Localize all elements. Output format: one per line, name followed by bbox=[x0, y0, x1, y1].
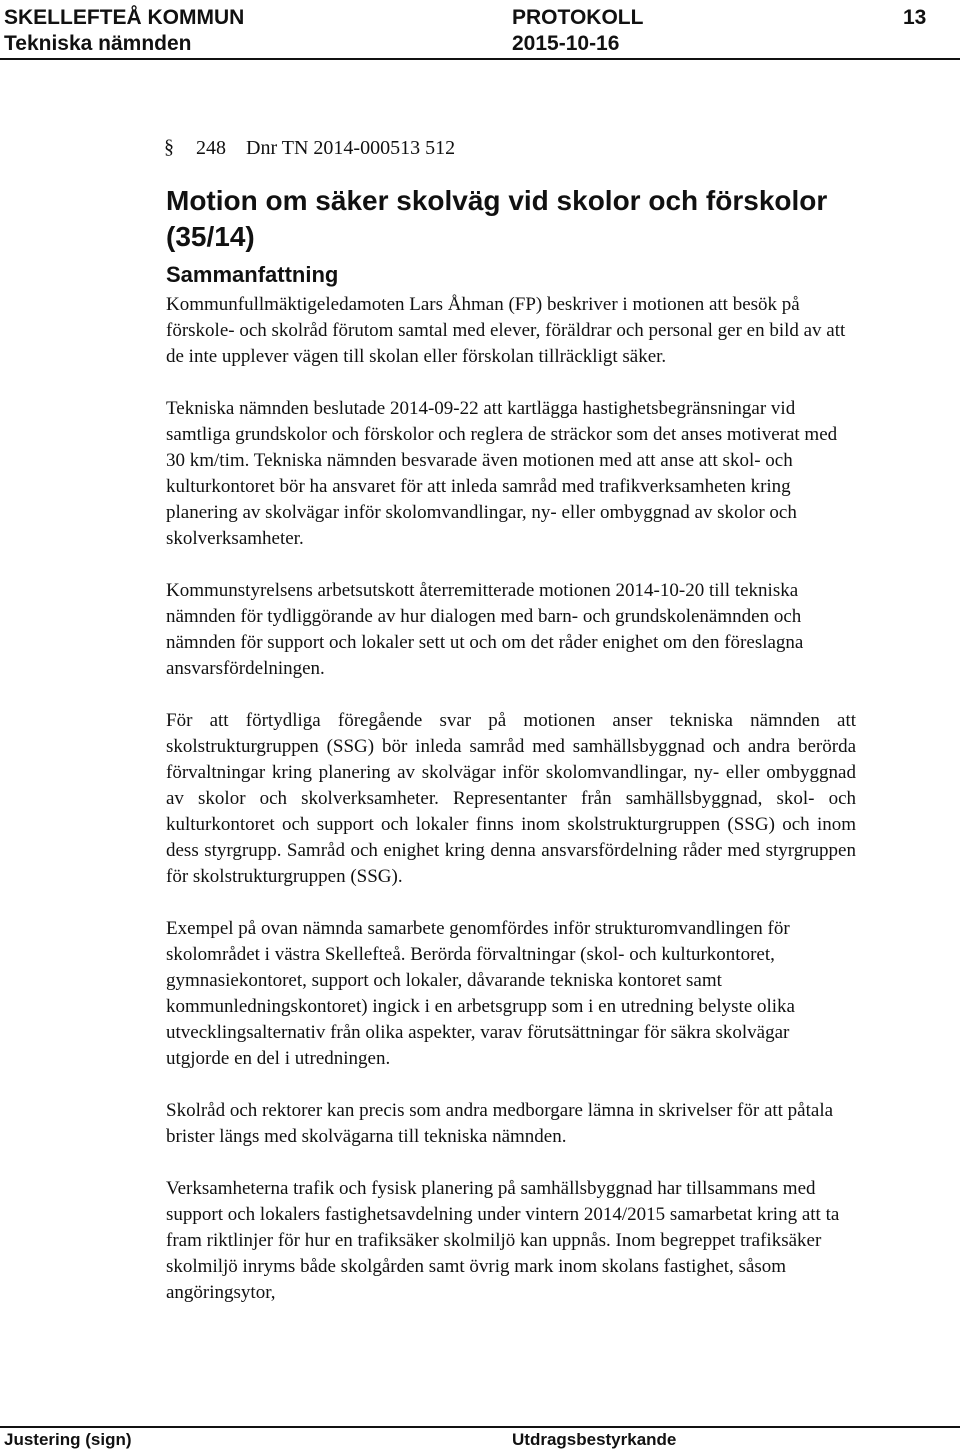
summary-heading: Sammanfattning bbox=[166, 262, 339, 287]
header-org: SKELLEFTEÅ KOMMUN bbox=[4, 6, 245, 29]
diary-number: Dnr TN 2014-000513 512 bbox=[246, 137, 456, 159]
paragraph: Skolråd och rektorer kan precis som andra medborgare lämna in skrivelser för att påtala brister längs med skolvägarna till tekniska nämnden. bbox=[166, 1100, 834, 1147]
paragraph: Verksamheterna trafik och fysisk planering på samhällsbyggnad har tillsammans med support och lokalers fastighetsavdelning under vintern 2014/2015 samarbetat kring att ta fram riktlinjer för hur en trafiksäker skolmiljö kan uppnås. Inom begreppet trafiksäker skolmiljö inryms både skolgården samt övrig mark inom skolans fastighet, såsom angöringsytor, bbox=[166, 1178, 840, 1303]
paragraph: Exempel på ovan nämnda samarbete genomfördes inför strukturomvandlingen för skolområdet i västra Skellefteå. Berörda förvaltningar (skol- och kulturkontoret, gymnasiekontoret, support och lokaler, dåvarande tekniska kontoret samt kommunledningskontoret) ingick i en arbetsgrupp som i en utredning belyste olika utvecklingsalternativ från olika aspekter, varav förutsättningar för säkra skolvägar utgjorde en del i utredningen. bbox=[166, 918, 795, 1069]
item-title: Motion om säker skolväg vid skolor och förskolor (35/14) bbox=[166, 185, 828, 252]
document-body bbox=[166, 292, 856, 1332]
header-doc-type: PROTOKOLL bbox=[512, 6, 644, 29]
paragraph: Kommunstyrelsens arbetsutskott återremitterade motionen 2014-10-20 till tekniska nämnden för tydliggörande av hur dialogen med barn- och grundskolenämnden och nämnden för support och lokaler sett ut och om det råder enighet om den föreslagna ansvarsfördelningen. bbox=[166, 580, 804, 679]
header-page-number: 13 bbox=[903, 6, 927, 29]
section-mark: § bbox=[164, 136, 174, 158]
footer-divider bbox=[0, 1426, 960, 1428]
item-number: 248 bbox=[196, 137, 226, 159]
header-body-name: Tekniska nämnden bbox=[4, 32, 192, 55]
footer-certification-label: Utdragsbestyrkande bbox=[512, 1430, 677, 1449]
paragraph: Tekniska nämnden beslutade 2014-09-22 att kartlägga hastighetsbegränsningar vid samtliga grundskolor och förskolor och reglera de sträckor som det anses motiverat med 30 km/tim. Tekniska nämnden besvarade även motionen med att anse att skol- och kulturkontoret bör ha ansvaret för att inleda samråd med trafikverksamheten kring planering av skolvägar inför skolomvandlingar, ny- eller ombyggnad av skolor och skolverksamheter. bbox=[166, 398, 838, 549]
header-divider bbox=[0, 58, 960, 60]
case-reference bbox=[196, 134, 475, 162]
header-date: 2015-10-16 bbox=[512, 32, 620, 55]
paragraph: Kommunfullmäktigeledamoten Lars Åhman (FP) beskriver i motionen att besök på förskole- och skolråd förutom samtal med elever, föräldrar och personal ger en bild av att de inte upplever vägen till skolan eller förskolan tillräckligt säker. bbox=[166, 294, 846, 367]
paragraph: För att förtydliga föregående svar på motionen anser tekniska nämnden att skolstrukturgruppen (SSG) bör inleda samråd med samhällsbyggnad och andra berörda förvaltningar kring planering av skolvägar inför skolomvandlingar, ny- eller ombyggnad av skolor och skolverksamheter. Representanter från samhällsbyggnad, skol- och kulturkontoret och support och lokaler finns inom skolstrukturgruppen (SSG) och inom dess styrgrupp. Samråd och enighet kring denna ansvarsfördelning råder med styrgruppen för skolstrukturgruppen (SSG). bbox=[166, 710, 856, 887]
footer-signature-label: Justering (sign) bbox=[4, 1430, 132, 1449]
